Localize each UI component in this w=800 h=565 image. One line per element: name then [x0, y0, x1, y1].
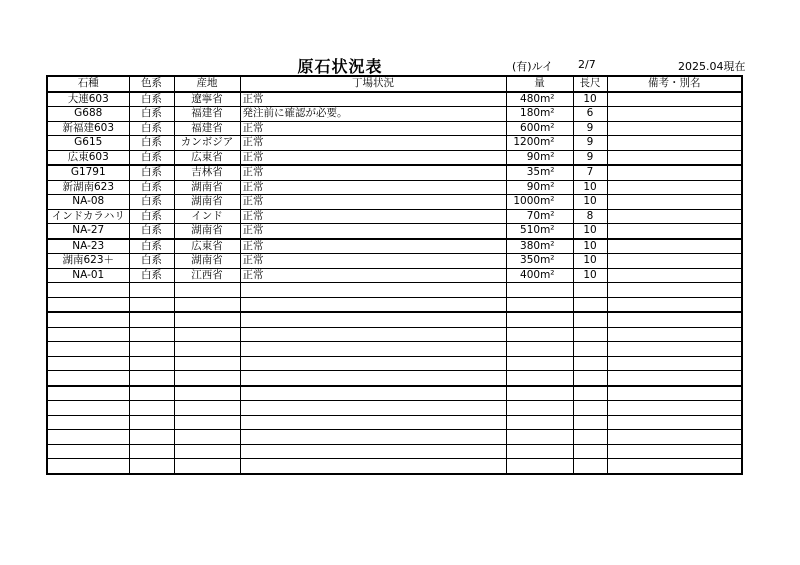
note-cell — [607, 356, 742, 371]
status-cell — [240, 415, 506, 430]
stone-cell: NA-23 — [47, 239, 129, 254]
length-cell — [573, 386, 607, 401]
volume-unit: m² — [540, 254, 555, 267]
color-cell — [129, 371, 174, 386]
volume-unit: m² — [540, 150, 555, 163]
company-name: (有)ルイ — [512, 60, 554, 73]
origin-cell — [174, 415, 240, 430]
volume-value: 350 — [520, 254, 541, 267]
color-cell: 白系 — [129, 195, 174, 210]
empty-table-row — [47, 371, 742, 386]
volume-cell — [506, 195, 573, 210]
origin-cell — [174, 444, 240, 459]
length-cell: 10 — [573, 180, 607, 195]
origin-cell: 吉林省 — [174, 165, 240, 180]
stone-cell — [47, 459, 129, 474]
color-cell — [129, 401, 174, 416]
stone-cell: G1791 — [47, 165, 129, 180]
note-cell — [607, 121, 742, 136]
volume-cell — [506, 165, 573, 180]
stone-cell: 新湖南623 — [47, 180, 129, 195]
status-cell: 正常 — [240, 180, 506, 195]
volume-cell — [506, 254, 573, 269]
volume-value: 600 — [520, 121, 541, 134]
stone-cell — [47, 444, 129, 459]
note-cell — [607, 444, 742, 459]
volume-unit: m² — [540, 239, 555, 252]
volume-value: 70 — [526, 209, 541, 222]
color-cell — [129, 342, 174, 357]
stone-cell: 湖南623＋ — [47, 254, 129, 269]
volume-cell — [506, 209, 573, 224]
column-header-length: 長尺 — [573, 76, 607, 92]
table-row — [47, 165, 742, 180]
stone-cell: インドカラハリ — [47, 209, 129, 224]
stone-cell: NA-01 — [47, 268, 129, 283]
note-cell — [607, 459, 742, 474]
color-cell — [129, 459, 174, 474]
length-cell: 10 — [573, 224, 607, 239]
note-cell — [607, 327, 742, 342]
stone-cell — [47, 386, 129, 401]
status-cell: 正常 — [240, 224, 506, 239]
empty-table-row — [47, 415, 742, 430]
column-header-quarry-status: 丁場状況 — [240, 76, 506, 92]
column-header-volume: 量 — [506, 76, 573, 92]
column-header-stone: 石種 — [47, 76, 129, 92]
status-cell: 正常 — [240, 165, 506, 180]
volume-value: 380 — [520, 239, 541, 252]
volume-cell — [506, 356, 573, 371]
table-header-row — [47, 76, 742, 92]
volume-value: 400 — [520, 268, 541, 281]
origin-cell — [174, 327, 240, 342]
note-cell — [607, 180, 742, 195]
empty-table-row — [47, 297, 742, 312]
volume-value: 35 — [526, 166, 541, 179]
origin-cell — [174, 459, 240, 474]
origin-cell — [174, 371, 240, 386]
volume-cell — [506, 268, 573, 283]
length-cell — [573, 312, 607, 327]
note-cell — [607, 386, 742, 401]
color-cell: 白系 — [129, 121, 174, 136]
status-cell: 正常 — [240, 121, 506, 136]
origin-cell — [174, 401, 240, 416]
stone-cell: 新福建603 — [47, 121, 129, 136]
table-row — [47, 254, 742, 269]
origin-cell — [174, 342, 240, 357]
status-cell — [240, 401, 506, 416]
status-cell: 正常 — [240, 209, 506, 224]
volume-cell — [506, 150, 573, 165]
volume-cell — [506, 327, 573, 342]
note-cell — [607, 401, 742, 416]
color-cell: 白系 — [129, 224, 174, 239]
volume-value: 480 — [520, 92, 541, 105]
table-row — [47, 239, 742, 254]
status-cell — [240, 342, 506, 357]
stone-cell: G615 — [47, 136, 129, 151]
status-cell — [240, 327, 506, 342]
volume-unit: m² — [540, 268, 555, 281]
color-cell — [129, 283, 174, 298]
volume-value: 1200 — [513, 136, 541, 149]
volume-unit: m² — [540, 136, 555, 149]
table-row — [47, 150, 742, 165]
note-cell — [607, 165, 742, 180]
color-cell: 白系 — [129, 165, 174, 180]
status-cell — [240, 386, 506, 401]
table-row — [47, 92, 742, 107]
stone-cell: NA-27 — [47, 224, 129, 239]
column-header-notes: 備考・別名 — [607, 76, 742, 92]
note-cell — [607, 150, 742, 165]
length-cell — [573, 342, 607, 357]
stone-cell — [47, 356, 129, 371]
length-cell: 10 — [573, 92, 607, 107]
color-cell — [129, 430, 174, 445]
length-cell — [573, 430, 607, 445]
note-cell — [607, 415, 742, 430]
origin-cell: カンボジア — [174, 136, 240, 151]
note-cell — [607, 92, 742, 107]
note-cell — [607, 136, 742, 151]
color-cell: 白系 — [129, 150, 174, 165]
origin-cell — [174, 312, 240, 327]
status-cell — [240, 297, 506, 312]
origin-cell: 湖南省 — [174, 224, 240, 239]
status-cell: 正常 — [240, 254, 506, 269]
length-cell: 10 — [573, 195, 607, 210]
length-cell — [573, 444, 607, 459]
note-cell — [607, 239, 742, 254]
status-cell: 正常 — [240, 150, 506, 165]
empty-table-row — [47, 356, 742, 371]
volume-value: 510 — [520, 224, 541, 237]
volume-unit: m² — [540, 121, 555, 134]
length-cell: 9 — [573, 136, 607, 151]
volume-cell — [506, 459, 573, 474]
stone-cell: 広東603 — [47, 150, 129, 165]
stone-cell: NA-08 — [47, 195, 129, 210]
status-cell — [240, 444, 506, 459]
origin-cell: 湖南省 — [174, 195, 240, 210]
origin-cell — [174, 386, 240, 401]
table-row — [47, 136, 742, 151]
length-cell: 10 — [573, 239, 607, 254]
stone-status-table — [46, 75, 743, 475]
page-number: 2/7 — [578, 58, 596, 71]
stone-cell: 大連603 — [47, 92, 129, 107]
stone-cell — [47, 415, 129, 430]
origin-cell: 広東省 — [174, 239, 240, 254]
origin-cell — [174, 283, 240, 298]
note-cell — [607, 107, 742, 122]
status-cell — [240, 312, 506, 327]
color-cell: 白系 — [129, 254, 174, 269]
empty-table-row — [47, 312, 742, 327]
empty-table-row — [47, 327, 742, 342]
note-cell — [607, 297, 742, 312]
length-cell — [573, 327, 607, 342]
status-cell — [240, 356, 506, 371]
volume-cell — [506, 415, 573, 430]
color-cell — [129, 297, 174, 312]
stone-cell — [47, 297, 129, 312]
origin-cell: 福建省 — [174, 107, 240, 122]
volume-cell — [506, 136, 573, 151]
length-cell — [573, 371, 607, 386]
length-cell: 8 — [573, 209, 607, 224]
origin-cell: 福建省 — [174, 121, 240, 136]
status-cell: 正常 — [240, 195, 506, 210]
column-header-origin: 産地 — [174, 76, 240, 92]
volume-cell — [506, 121, 573, 136]
volume-unit: m² — [540, 166, 555, 179]
color-cell: 白系 — [129, 268, 174, 283]
note-cell — [607, 268, 742, 283]
volume-cell — [506, 312, 573, 327]
volume-value: 90 — [526, 150, 541, 163]
status-cell: 正常 — [240, 239, 506, 254]
length-cell: 10 — [573, 254, 607, 269]
volume-unit: m² — [540, 195, 555, 208]
stone-cell — [47, 312, 129, 327]
color-cell — [129, 312, 174, 327]
table-row — [47, 195, 742, 210]
stone-cell — [47, 430, 129, 445]
status-cell: 正常 — [240, 268, 506, 283]
table-row — [47, 180, 742, 195]
empty-table-row — [47, 430, 742, 445]
note-cell — [607, 312, 742, 327]
volume-cell — [506, 371, 573, 386]
origin-cell — [174, 430, 240, 445]
volume-unit: m² — [540, 92, 555, 105]
length-cell: 9 — [573, 121, 607, 136]
origin-cell — [174, 297, 240, 312]
volume-cell — [506, 107, 573, 122]
color-cell: 白系 — [129, 136, 174, 151]
length-cell — [573, 459, 607, 474]
note-cell — [607, 371, 742, 386]
color-cell: 白系 — [129, 180, 174, 195]
color-cell — [129, 327, 174, 342]
note-cell — [607, 283, 742, 298]
empty-table-row — [47, 444, 742, 459]
volume-cell — [506, 444, 573, 459]
stone-cell — [47, 342, 129, 357]
length-cell: 10 — [573, 268, 607, 283]
color-cell: 白系 — [129, 107, 174, 122]
origin-cell: 広東省 — [174, 150, 240, 165]
length-cell: 7 — [573, 165, 607, 180]
volume-value: 180 — [520, 107, 541, 120]
empty-table-row — [47, 401, 742, 416]
status-cell — [240, 459, 506, 474]
status-cell: 正常 — [240, 92, 506, 107]
length-cell — [573, 283, 607, 298]
volume-unit: m² — [540, 180, 555, 193]
stone-cell — [47, 401, 129, 416]
length-cell — [573, 401, 607, 416]
as-of-date: 2025.04現在 — [678, 60, 746, 73]
volume-value: 90 — [526, 180, 541, 193]
volume-cell — [506, 342, 573, 357]
note-cell — [607, 342, 742, 357]
length-cell: 6 — [573, 107, 607, 122]
volume-cell — [506, 297, 573, 312]
color-cell: 白系 — [129, 239, 174, 254]
color-cell — [129, 386, 174, 401]
origin-cell: 遼寧省 — [174, 92, 240, 107]
volume-cell — [506, 430, 573, 445]
note-cell — [607, 224, 742, 239]
volume-unit: m² — [540, 209, 555, 222]
volume-unit: m² — [540, 224, 555, 237]
empty-table-row — [47, 386, 742, 401]
table-row — [47, 121, 742, 136]
volume-cell — [506, 401, 573, 416]
stone-cell: G688 — [47, 107, 129, 122]
note-cell — [607, 430, 742, 445]
origin-cell — [174, 356, 240, 371]
table-row — [47, 107, 742, 122]
color-cell — [129, 415, 174, 430]
empty-table-row — [47, 283, 742, 298]
length-cell: 9 — [573, 150, 607, 165]
volume-cell — [506, 283, 573, 298]
origin-cell: 湖南省 — [174, 180, 240, 195]
note-cell — [607, 209, 742, 224]
color-cell: 白系 — [129, 209, 174, 224]
empty-table-row — [47, 459, 742, 474]
color-cell — [129, 444, 174, 459]
note-cell — [607, 195, 742, 210]
note-cell — [607, 254, 742, 269]
table-row — [47, 224, 742, 239]
length-cell — [573, 356, 607, 371]
volume-unit: m² — [540, 107, 555, 120]
color-cell: 白系 — [129, 92, 174, 107]
volume-cell — [506, 239, 573, 254]
status-cell — [240, 430, 506, 445]
volume-cell — [506, 180, 573, 195]
volume-value: 1000 — [513, 195, 541, 208]
color-cell — [129, 356, 174, 371]
status-cell: 発注前に確認が必要。 — [240, 107, 506, 122]
origin-cell: インド — [174, 209, 240, 224]
stone-cell — [47, 371, 129, 386]
empty-table-row — [47, 342, 742, 357]
volume-cell — [506, 386, 573, 401]
table-body — [47, 92, 742, 474]
volume-cell — [506, 224, 573, 239]
table-row — [47, 268, 742, 283]
origin-cell: 湖南省 — [174, 254, 240, 269]
page-title: 原石状況表 — [297, 57, 383, 76]
stone-cell — [47, 283, 129, 298]
status-cell: 正常 — [240, 136, 506, 151]
volume-cell — [506, 92, 573, 107]
stone-cell — [47, 327, 129, 342]
length-cell — [573, 297, 607, 312]
status-cell — [240, 283, 506, 298]
length-cell — [573, 415, 607, 430]
status-cell — [240, 371, 506, 386]
origin-cell: 江西省 — [174, 268, 240, 283]
column-header-color: 色系 — [129, 76, 174, 92]
table-row — [47, 209, 742, 224]
